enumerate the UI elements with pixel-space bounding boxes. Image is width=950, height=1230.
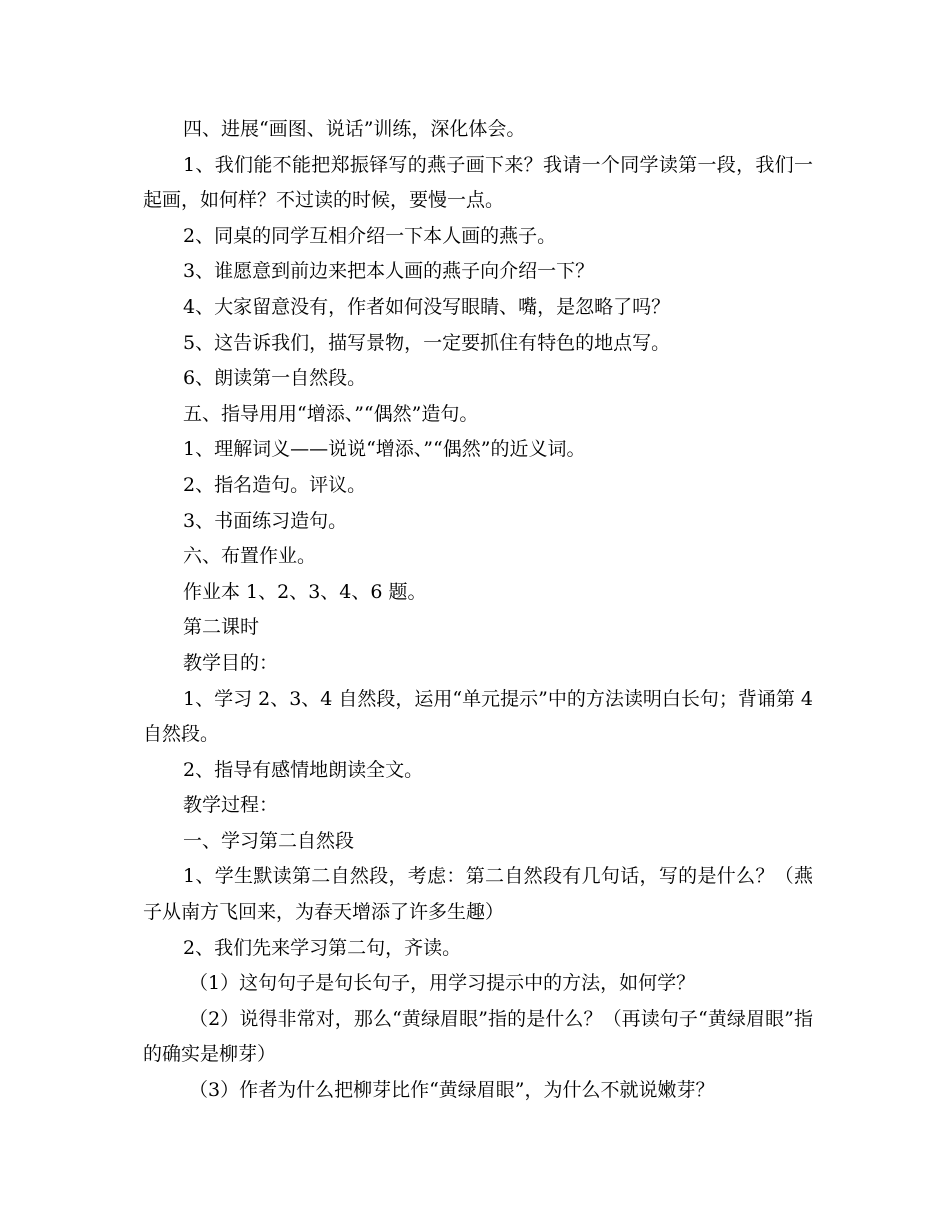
list-item: 3、谁愿意到前边来把本人画的燕子向介绍一下？ xyxy=(183,260,595,283)
section-heading-one: 一、学习第二自然段 xyxy=(183,829,355,852)
homework-line: 作业本 1、2、3、4、6 题。 xyxy=(183,580,427,603)
list-item: 2、我们先来学习第二句，齐读。 xyxy=(183,936,462,959)
list-item: 4、大家留意没有，作者如何没写眼睛、嘴，是忽略了吗？ xyxy=(183,295,671,318)
list-item: 1、学生默读第二自然段，考虑：第二自然段有几句话，写的是什么？（燕子从南方飞回来，为春天增添了许多生趣） xyxy=(143,865,813,924)
section-heading-six: 六、布置作业。 xyxy=(183,545,317,568)
list-item: 6、朗读第一自然段。 xyxy=(183,367,367,390)
list-item: 2、同桌的同学互相介绍一下本人画的燕子。 xyxy=(183,224,557,247)
document-body xyxy=(143,112,813,1109)
list-item: 2、指名造句。评议。 xyxy=(183,473,367,496)
lesson-heading: 第二课时 xyxy=(183,616,260,639)
sub-list-item: （2）说得非常对，那么“黄绿眉眼”指的是什么？（再读句子“黄绿眉眼”指的确实是柳芽） xyxy=(143,1007,813,1066)
sub-list-item: （1）这句句子是句长句子，用学习提示中的方法，如何学？ xyxy=(189,972,696,995)
sub-list-item: （3）作者为什么把柳芽比作“黄绿眉眼”，为什么不就说嫩芽？ xyxy=(189,1079,715,1102)
list-item: 1、学习 2、3、4 自然段，运用“单元提示”中的方法读明白长句；背诵第 4 自然段。 xyxy=(143,687,813,746)
list-item: 2、指导有感情地朗读全文。 xyxy=(183,758,424,781)
list-item: 1、我们能不能把郑振铎写的燕子画下来？我请一个同学读第一段，我们一起画，如何样？不过读的时候，要慢一点。 xyxy=(143,153,813,212)
section-heading-four: 四、进展“画图、说话”训练，深化体会。 xyxy=(183,118,526,140)
list-item: 5、这告诉我们，描写景物，一定要抓住有特色的地点写。 xyxy=(183,331,671,354)
list-item: 1、理解词义——说说“增添、”“偶然”的近义词。 xyxy=(183,438,586,461)
process-heading: 教学过程： xyxy=(183,794,279,817)
objectives-heading: 教学目的： xyxy=(183,651,279,674)
section-heading-five: 五、指导用用“增添、”“偶然”造句。 xyxy=(183,402,479,425)
list-item: 3、书面练习造句。 xyxy=(183,509,348,532)
